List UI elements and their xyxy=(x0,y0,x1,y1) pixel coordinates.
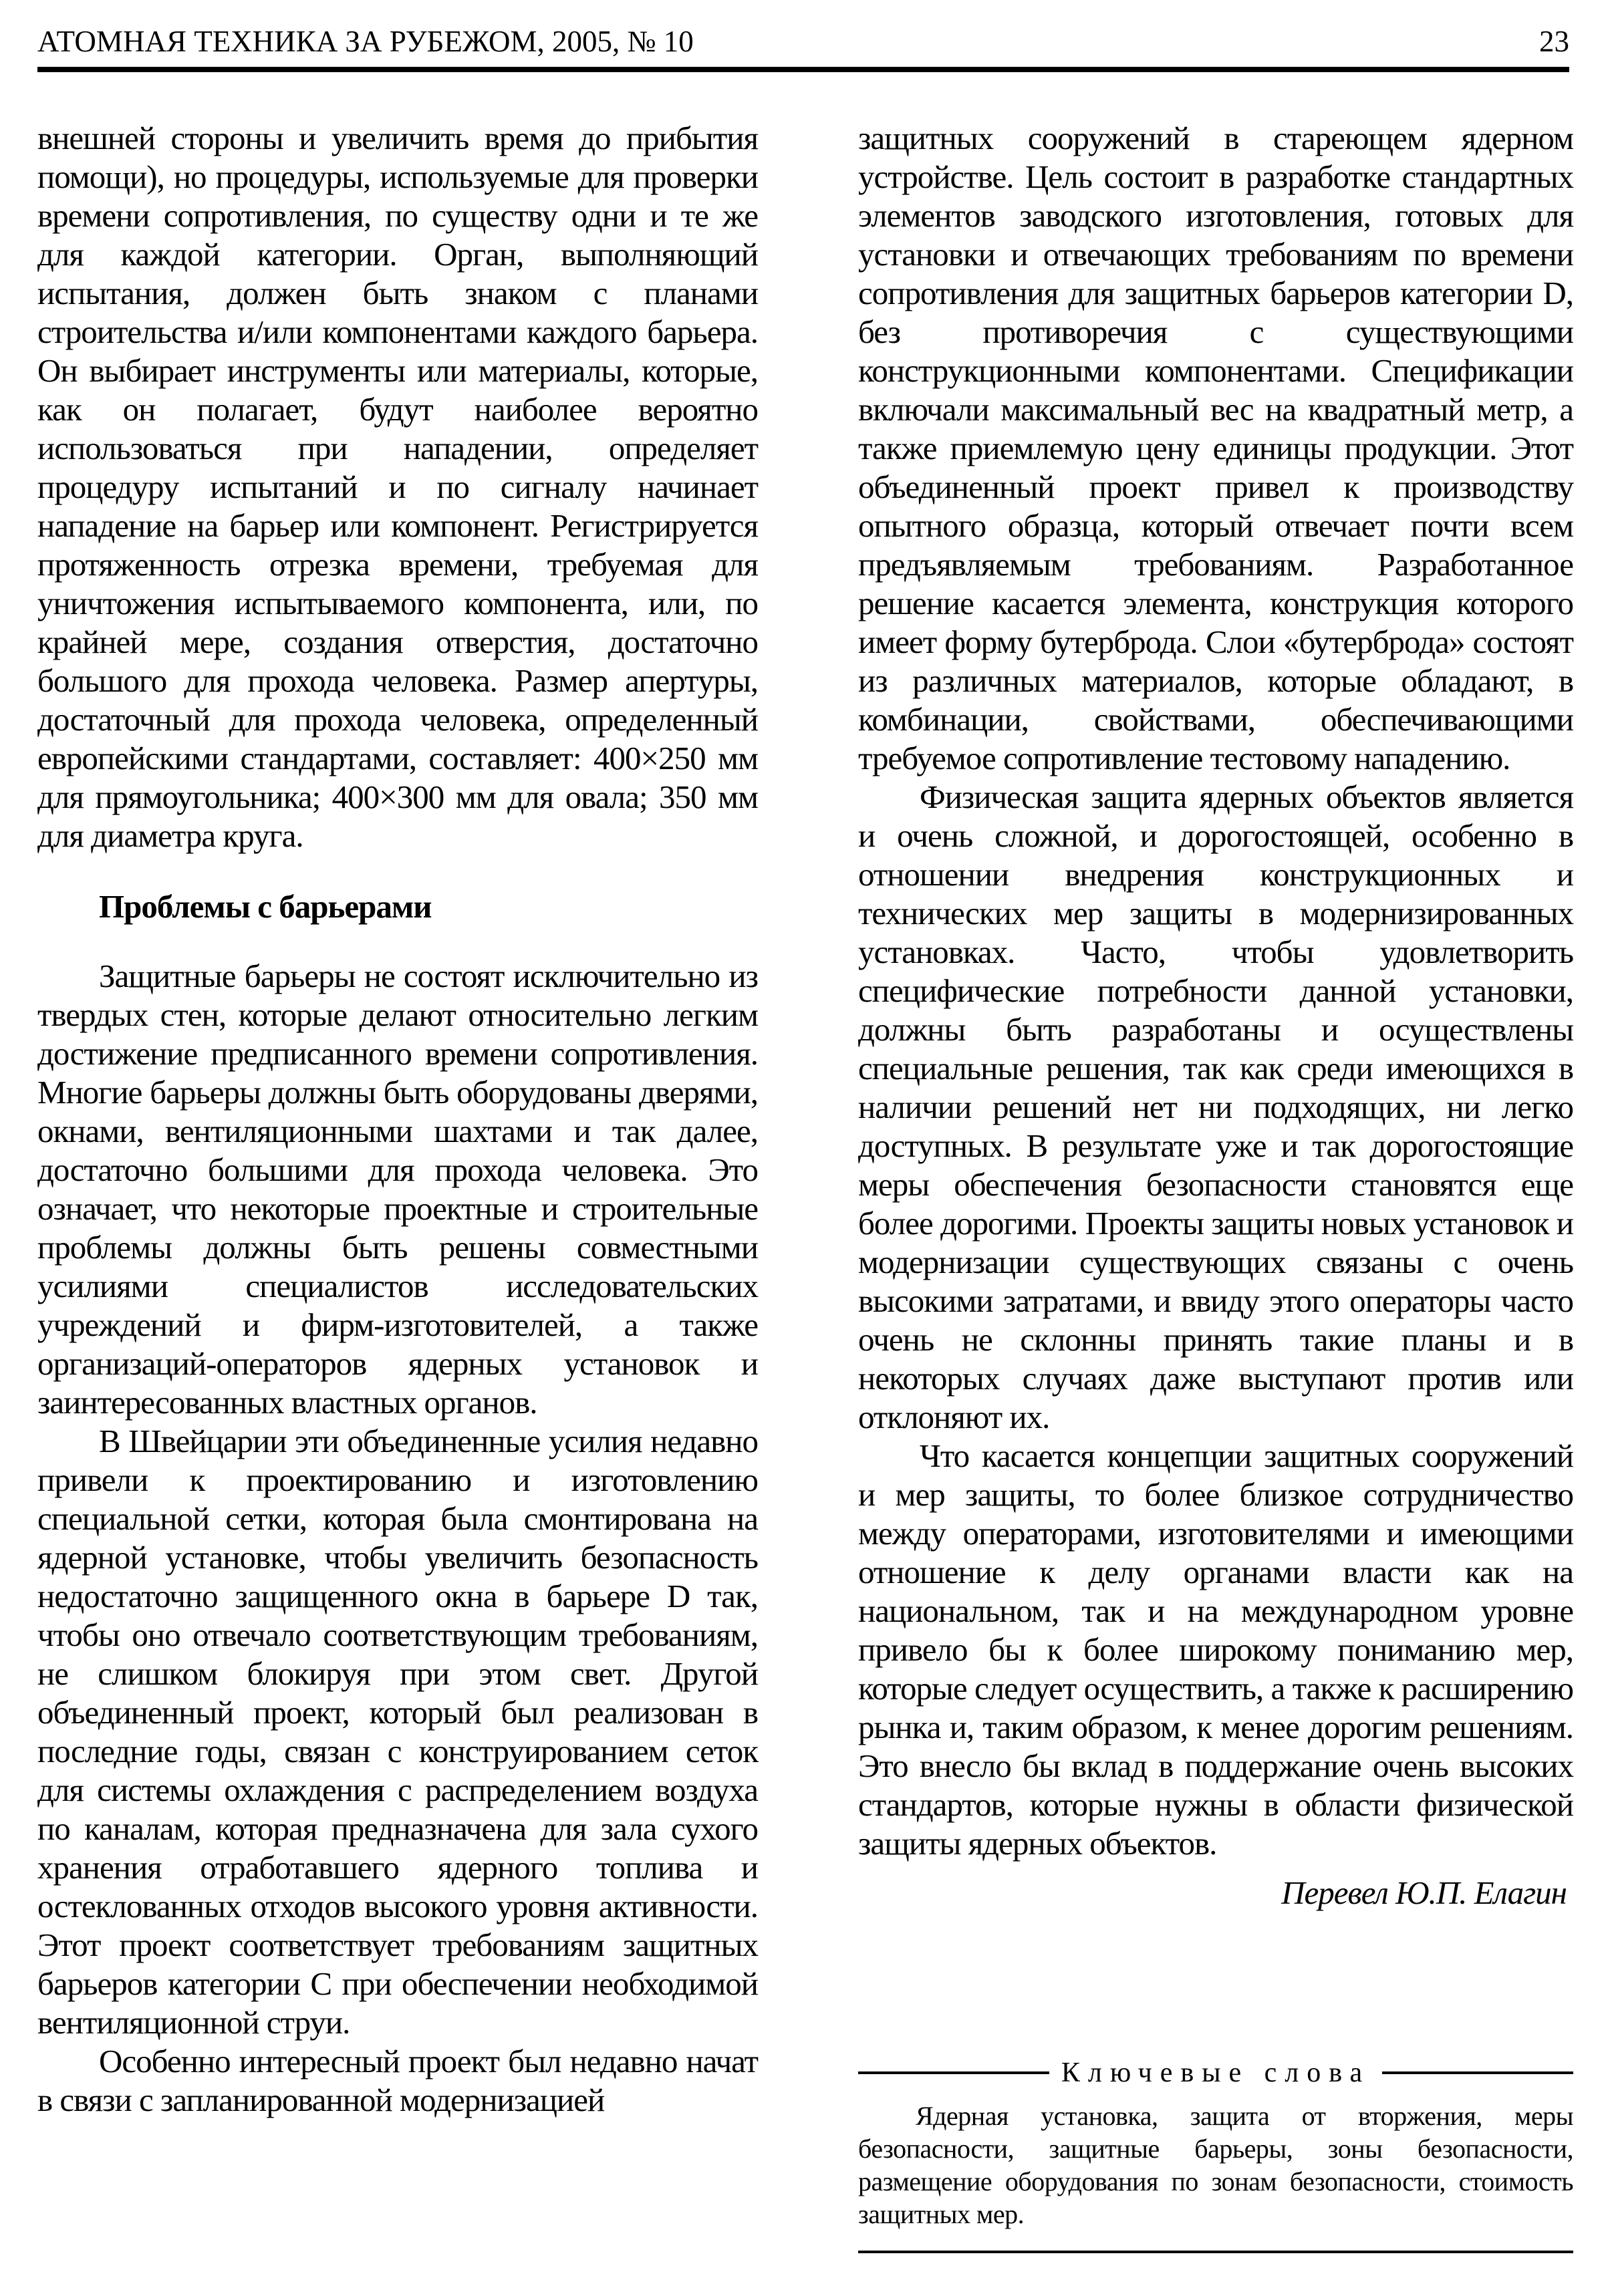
keywords-title: Ключевые слова xyxy=(1061,2057,1371,2088)
header-rule xyxy=(37,67,1569,72)
keywords-rule-left xyxy=(858,2071,1049,2074)
keywords-bottom-rule xyxy=(858,2251,1573,2253)
left-column xyxy=(37,119,758,2120)
section-heading: Проблемы с барьерами xyxy=(99,888,432,925)
keywords-block xyxy=(858,2057,1573,2253)
keywords-rule-right xyxy=(1382,2071,1573,2074)
paragraph: Что касается концепции защитных сооружений и мер защиты, то более близкое сотрудничество между операторами, изготовителями и имеющими отношение к делу органами власти как на национальном, так и на международном уровне привело бы к более широкому пониманию мер, которые следует осуществить, а также к расширению рынка и, таким образом, к менее дорогим решениям. Это внесло бы вклад в поддержание очень высоких стандартов, которые нужны в области физической защиты ядерных объектов. xyxy=(858,1437,1573,1862)
paragraph: Особенно интересный проект был недавно начат в связи с запланированной модернизацией xyxy=(37,2043,758,2118)
journal-title: АТОМНАЯ ТЕХНИКА ЗА РУБЕЖОМ, 2005, № 10 xyxy=(37,25,694,58)
page-number: 23 xyxy=(1539,25,1569,58)
paragraph: Защитные барьеры не состоят исключительно из твердых стен, которые делают относительно легким достижение предписанного времени сопротивления. Многие барьеры должны быть оборудованы дверями, окнами, вентиляционными шахтами и так далее, достаточно большими для прохода человека. Это означает, что некоторые проектные и строительные проблемы должны быть решены совместными усилиями специалистов исследовательских учреждений и фирм-изготовителей, а также организаций-операторов ядерных установок и заинтересованных властных органов. xyxy=(37,958,758,1421)
running-head xyxy=(37,24,1569,59)
translator-credit: Перевел Ю.П. Елагин xyxy=(1281,1874,1567,1911)
paragraph: Физическая защита ядерных объектов является и очень сложной, и дорогостоящей, особенно в отношении внедрения конструкционных и технических мер защиты в модернизированных установках. Часто, чтобы удовлетворить специфические потребности данной установки, должны быть разработаны и осуществлены специальные решения, так как среди имеющихся в наличии решений нет ни подходящих, ни легко доступных. В результате уже и так дорогостоящие меры обеспечения безопасности становятся еще более дорогими. Проекты защиты новых установок и модернизации существующих связаны с очень высокими затратами, и ввиду этого операторы часто очень не склонны принять такие планы и в некоторых случаях даже выступают против или отклоняют их. xyxy=(858,778,1573,1435)
keywords-header xyxy=(858,2057,1573,2089)
keywords-text: Ядерная установка, защита от вторжения, меры безопасности, защитные барьеры, зоны безопасности, размещение оборудования по зонам безопасности, стоимость защитных мер. xyxy=(858,2101,1573,2229)
right-column xyxy=(858,119,1573,1912)
paragraph-continuation: защитных сооружений в стареющем ядерном устройстве. Цель состоит в разработке стандартных элементов заводского изготовления, готовых для установки и отвечающих требованиям по времени сопротивления для защитных барьеров категории D, без противоречия с существующими конструкционными компонентами. Спецификации включали максимальный вес на квадратный метр, а также приемлемую цену единицы продукции. Этот объединенный проект привел к производству опытного образца, который отвечает почти всем предъявляемым требованиям. Разработанное решение касается элемента, конструкция которого имеет форму бутерброда. Слои «бутерброда» состоят из различных материалов, которые обладают, в комбинации, свойствами, обеспечивающими требуемое сопротивление тестовому нападению. xyxy=(858,120,1573,776)
paragraph-continuation: внешней стороны и увеличить время до прибытия помощи), но процедуры, используемые для проверки времени сопротивления, по существу одни и те же для каждой категории. Орган, выполняющий испытания, должен быть знаком с планами строительства и/или компонентами каждого барьера. Он выбирает инструменты или материалы, которые, как он полагает, будут наиболее вероятно использоваться при нападении, определяет процедуру испытаний и по сигналу начинает нападение на барьер или компонент. Регистрируется протяженность отрезка времени, требуемая для уничтожения испытываемого компонента, или, по крайней мере, создания отверстия, достаточно большого для прохода человека. Размер апертуры, достаточный для прохода человека, определенный европейскими стандартами, составляет: 400×250 мм для прямоугольника; 400×300 мм для овала; 350 мм для диаметра круга. xyxy=(37,120,758,854)
paragraph: В Швейцарии эти объединенные усилия недавно привели к проектированию и изготовлению специальной сетки, которая была смонтирована на ядерной установке, чтобы увеличить безопасность недостаточно защищенного окна в барьере D так, чтобы оно отвечало соответствующим требованиям, не слишком блокируя при этом свет. Другой объединенный проект, который был реализован в последние годы, связан с конструированием сеток для системы охлаждения с распределением воздуха по каналам, которая предназначена для зала сухого хранения отработавшего ядерного топлива и остеклованных отходов высокого уровня активности. Этот проект соответствует требованиям защитных барьеров категории C при обеспечении необходимой вентиляционной струи. xyxy=(37,1423,758,2041)
